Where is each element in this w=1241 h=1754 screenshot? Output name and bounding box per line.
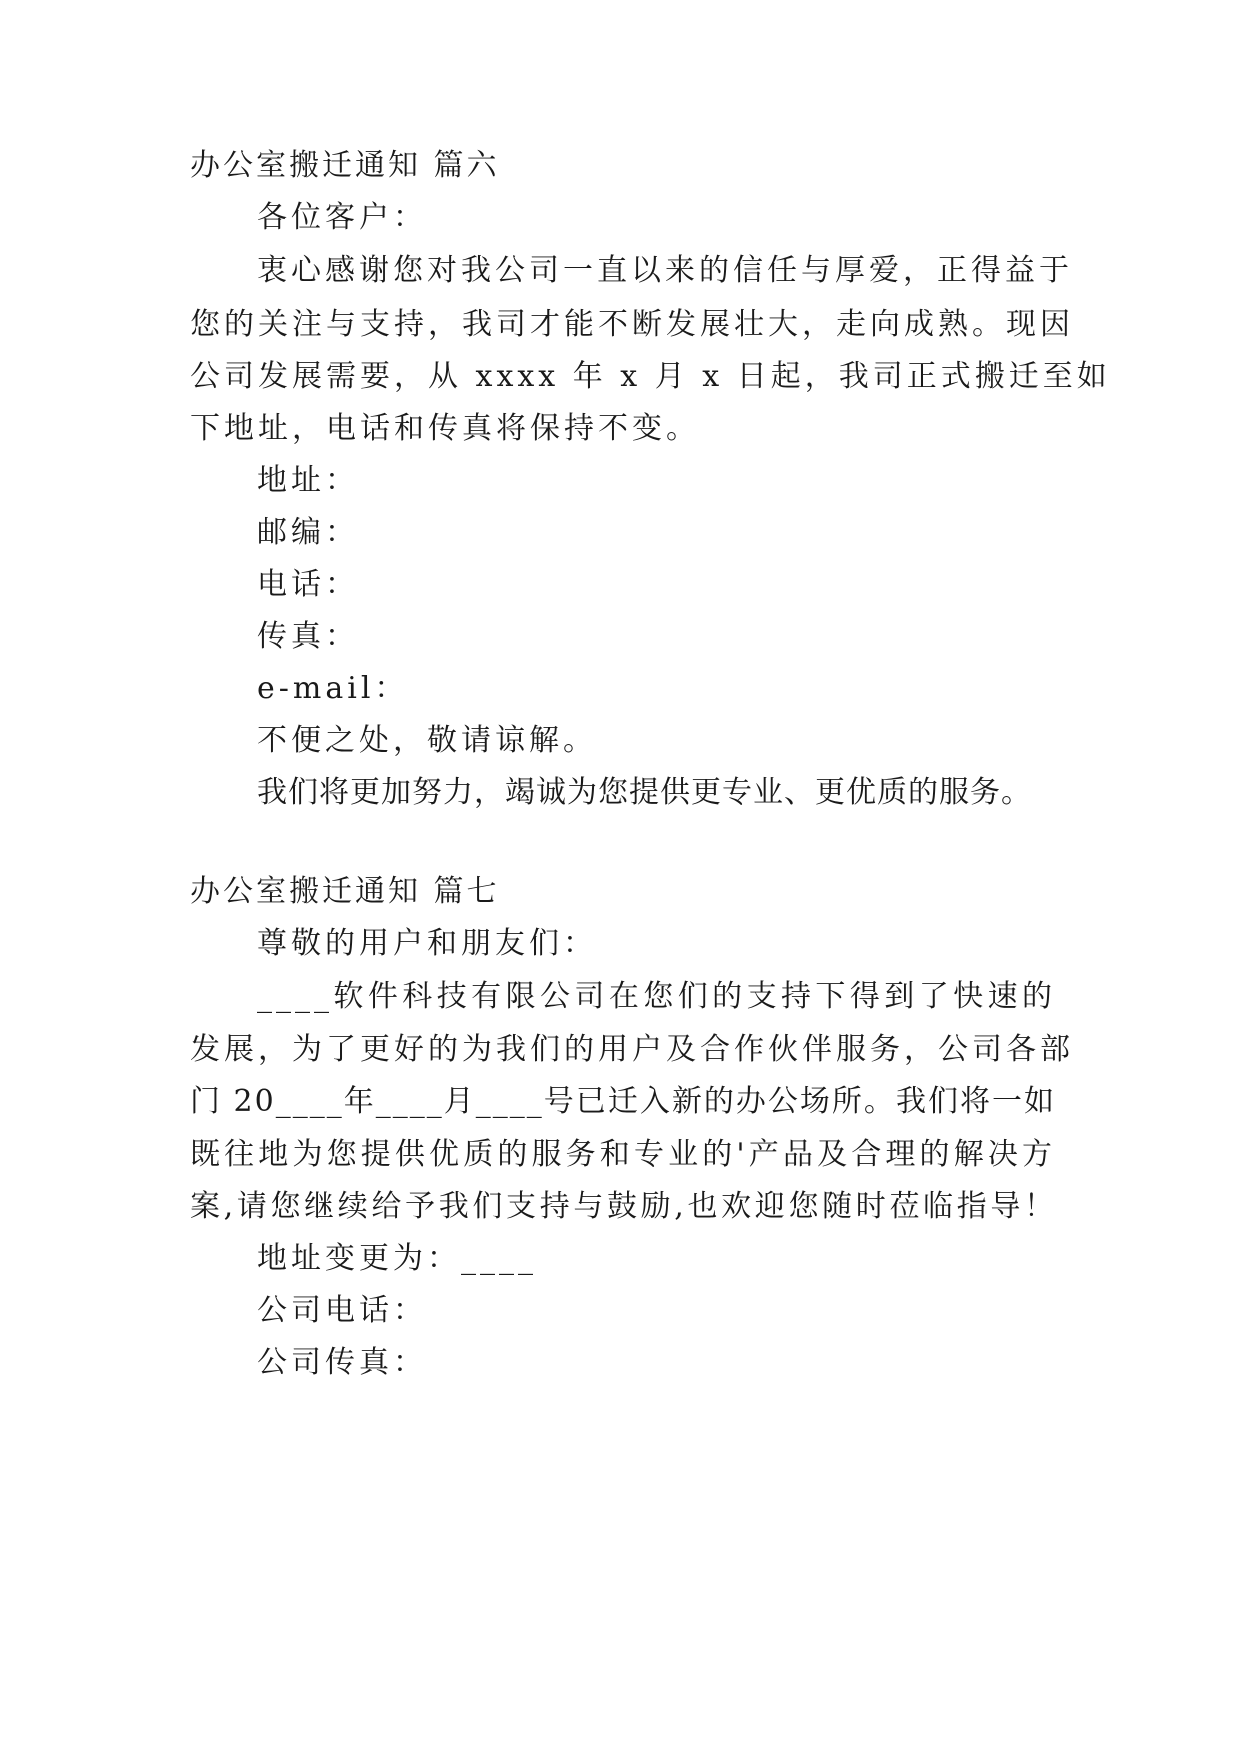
section7-field-new-address: 地址变更为：____ [257, 1241, 537, 1276]
section6-field-postcode: 邮编： [257, 515, 359, 550]
section7-title: 办公室搬迁通知 篇七 [190, 874, 500, 909]
section6-field-phone: 电话： [257, 567, 359, 602]
section7-paragraph-line: 案,请您继续给予我们支持与鼓励,也欢迎您随时莅临指导！ [190, 1189, 1056, 1224]
section7-paragraph-line: 门 20____年____月____号已迁入新的办公场所。我们将一如 [190, 1084, 1056, 1119]
section6-paragraph-line: 下地址，电话和传真将保持不变。 [190, 411, 700, 446]
section6-title: 办公室搬迁通知 篇六 [190, 148, 500, 183]
section6-apology: 不便之处，敬请谅解。 [257, 723, 597, 758]
section6-paragraph-line: 衷心感谢您对我公司一直以来的信任与厚爱，正得益于 [257, 253, 1073, 288]
section7-field-phone: 公司电话： [257, 1293, 427, 1328]
section7-salutation: 尊敬的用户和朋友们： [257, 926, 597, 961]
section7-paragraph-line: 既往地为您提供优质的服务和专业的'产品及合理的解决方 [190, 1137, 1056, 1172]
section7-field-fax: 公司传真： [257, 1345, 427, 1380]
section6-field-address: 地址： [257, 463, 359, 498]
section6-paragraph-line: 公司发展需要，从 xxxx 年 x 月 x 日起，我司正式搬迁至如 [190, 359, 1111, 394]
section6-closing: 我们将更加努力，竭诚为您提供更专业、更优质的服务。 [257, 775, 1032, 810]
section7-paragraph-line: 发展，为了更好的为我们的用户及合作伙伴服务，公司各部 [190, 1032, 1074, 1067]
section7-paragraph-line: ____软件科技有限公司在您们的支持下得到了快速的 [257, 979, 1056, 1014]
section6-salutation: 各位客户： [257, 200, 427, 235]
section6-paragraph-line: 您的关注与支持，我司才能不断发展壮大，走向成熟。现因 [190, 307, 1074, 342]
section6-field-email: e-mail： [257, 671, 409, 706]
section6-field-fax: 传真： [257, 619, 359, 654]
